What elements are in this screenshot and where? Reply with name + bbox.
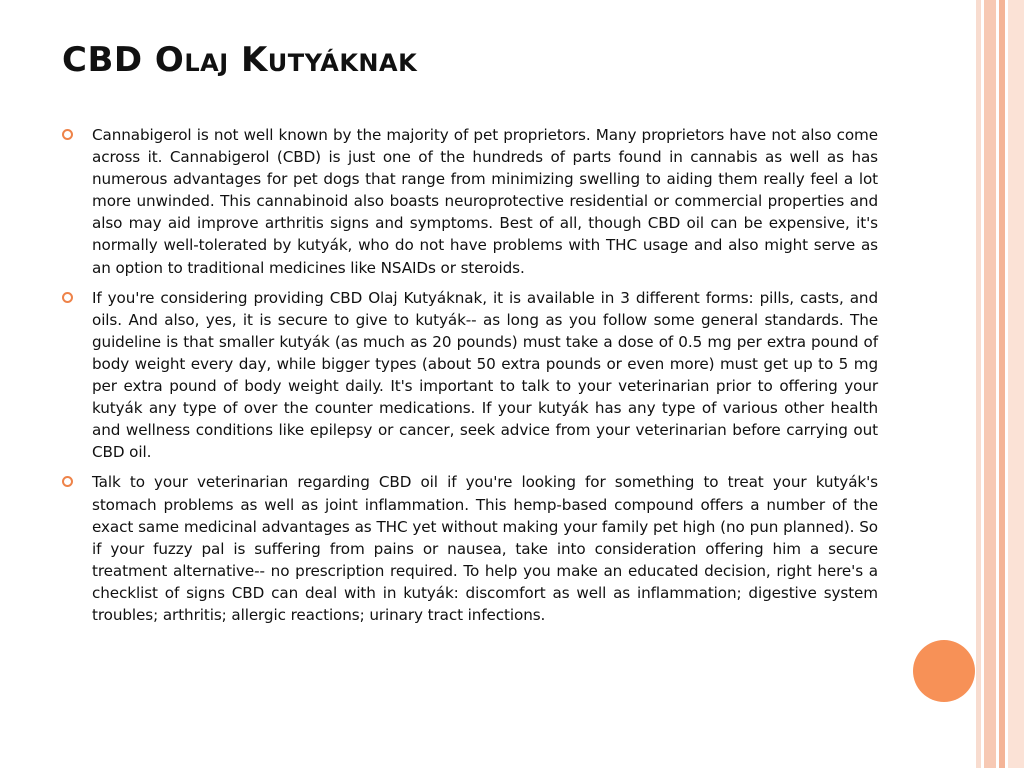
bullet-item (62, 471, 878, 626)
bullet-item (62, 124, 878, 279)
bullet-list (62, 124, 878, 634)
slide-title: CBD Olaj Kutyáknak (62, 40, 418, 80)
circle-bullet-icon (62, 129, 73, 140)
bullet-text: Talk to your veterinarian regarding CBD oil if you're looking for something to treat your kutyák's stomach problems as well as joint inflammation. This hemp-based compound offers a number of the exact same medicinal advantages as THC yet without making your family pet high (no pun planned). So if your fuzzy pal is suffering from pains or nausea, take into consideration offering him a secure treatment alternative-- no prescription required. To help you make an educated decision, right here's a checklist of signs CBD can deal with in kutyák: discomfort as well as inflammation; digestive system troubles; arthritis; allergic reactions; urinary tract infections. (92, 473, 878, 624)
orange-circle-icon (913, 640, 975, 702)
stripe (984, 0, 996, 768)
bullet-text: If you're considering providing CBD Olaj Kutyáknak, it is available in 3 different forms: pills, casts, and oils. And also, yes, it is secure to give to kutyák-- as long as you follow some general standards. The guideline is that smaller kutyák (as much as 20 pounds) must take a dose of 0.5 mg per extra pound of body weight every day, while bigger types (about 50 extra pounds or even more) must get up to 5 mg per extra pound of body weight daily. It's important to talk to your veterinarian prior to offering your kutyák any type of over the counter medications. If your kutyák has any type of various other health and wellness conditions like epilepsy or cancer, seek advice from your veterinarian before carrying out CBD oil. (92, 288, 878, 462)
bullet-item (62, 287, 878, 464)
stripe (1008, 0, 1024, 768)
circle-bullet-icon (62, 292, 73, 303)
decorative-stripes (976, 0, 1024, 768)
bullet-text: Cannabigerol is not well known by the majority of pet proprietors. Many proprietors have not also come across it. Cannabigerol (CBD) is just one of the hundreds of parts found in cannabis as well as has numerous advantages for pet dogs that range from minimizing swelling to aiding them really feel a lot more unwinded. This cannabinoid also boasts neuroprotective residential or commercial properties and also may aid improve arthritis signs and symptoms. Best of all, though CBD oil can be expensive, it's normally well-tolerated by kutyák, who do not have problems with THC usage and also might serve as an option to traditional medicines like NSAIDs or steroids. (92, 126, 878, 277)
circle-bullet-icon (62, 476, 73, 487)
